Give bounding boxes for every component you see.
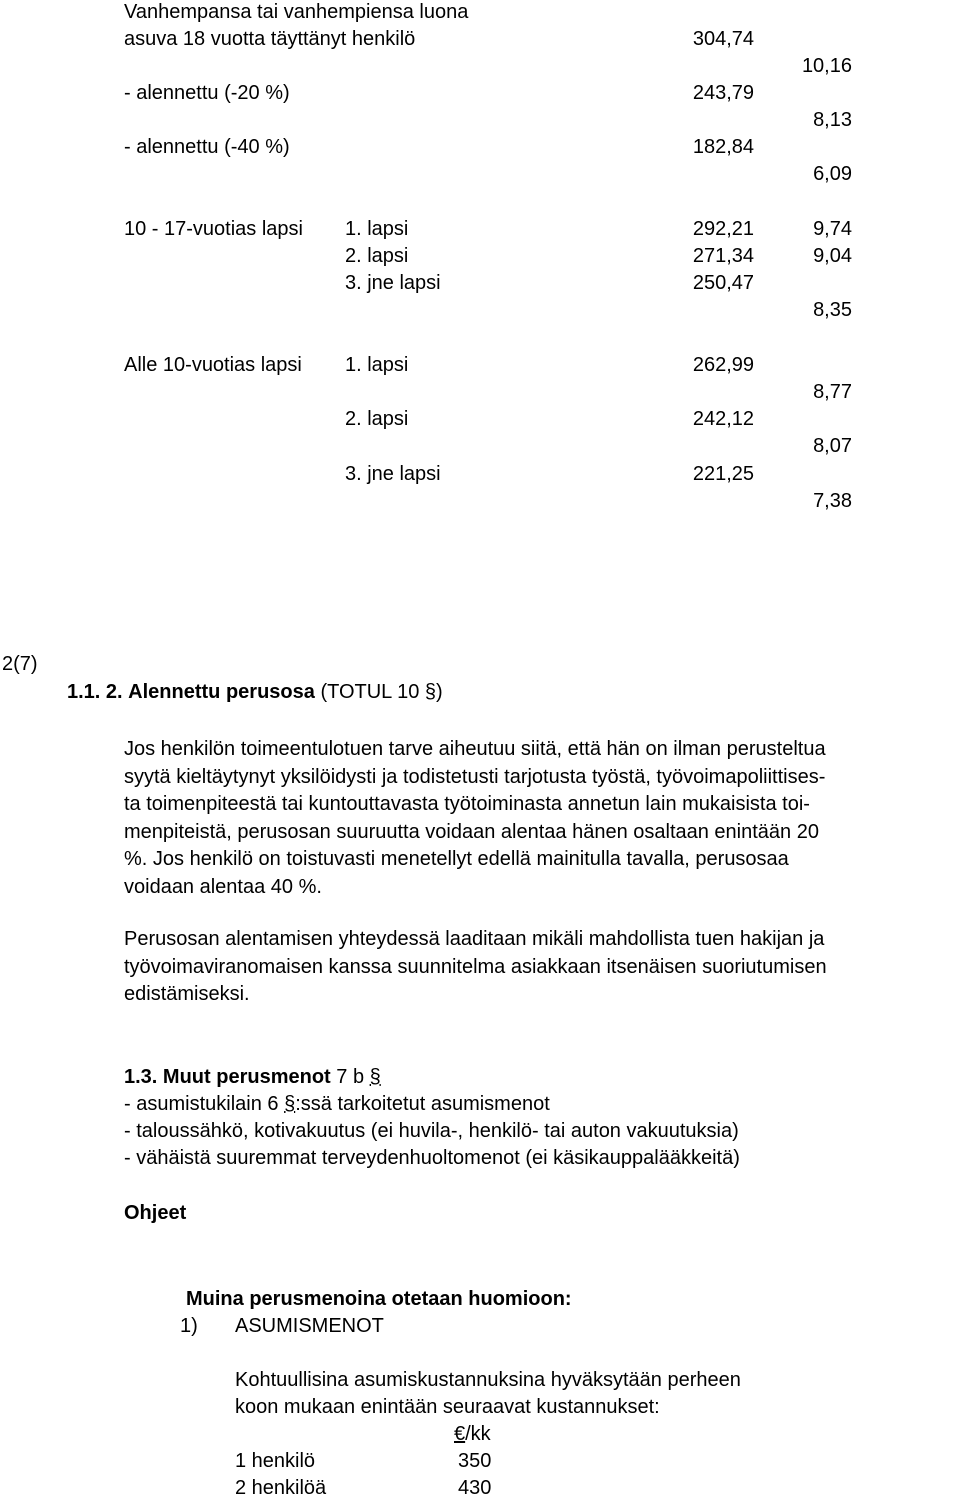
paragraph-line: ta toimenpiteestä tai kuntouttavasta työtoiminasta annetun lain mukaisista toi- [124,793,810,815]
paragraph-line: Perusosan alentamisen yhteydessä laaditaan mikäli mahdollista tuen hakijan ja [124,928,825,950]
child-ordinal: 2. lapsi [345,408,409,430]
teen-day-value: 9,04 [813,245,852,267]
child-day-value: 8,07 [813,435,852,457]
section-111-ref: (TOTUL 10 §) [320,681,443,703]
teen-ordinal: 2. lapsi [345,245,409,267]
ohjeet-text-line: koon mukaan enintään seuraavat kustannukset: [235,1396,660,1418]
section-13-ref: 7 b [336,1066,365,1088]
paragraph-line: voidaan alentaa 40 %. [124,875,322,898]
teen-ordinal: 3. jne lapsi [345,272,441,294]
section-13-item-symbol: § [284,1093,296,1115]
list-title: ASUMISMENOT [235,1315,384,1337]
section-13-item [124,1094,550,1114]
ohjeet-heading: Ohjeet [124,1202,187,1224]
cost-label: 2 henkilöä [235,1477,327,1499]
reduced40-day-value: 6,09 [813,163,852,185]
teen-month-value: 250,47 [692,272,754,294]
teen-ordinal: 1. lapsi [345,218,409,240]
section-111-paragraph-1 [124,736,954,901]
section-111-heading [67,682,443,702]
section-13-item-text: :ssä tarkoitetut asumismenot [295,1093,550,1115]
paragraph-line: syytä kieltäytynyt yksilöidysti ja todistetusti tarjotusta työstä, työvoimapoliittises- [124,765,826,788]
section-13-title: Muut perusmenot [162,1066,331,1088]
child-day-value: 7,38 [813,490,852,512]
section-13-item: - taloussähkö, kotivakuutus (ei huvila-, henkilö- tai auton vakuutuksia) [124,1120,739,1142]
cost-value: 350 [458,1450,492,1472]
page-number: 2(7) [2,653,38,675]
reduced40-month-value: 182,84 [692,136,754,158]
paragraph-line: menpiteistä, perusosan suuruutta voidaan alentaa hänen osaltaan enintään 20 [124,820,819,843]
reduced20-label: - alennettu (-20 %) [124,82,290,104]
section-13-ref-symbol: § [369,1066,381,1088]
reduced20-day-value: 8,13 [813,109,852,131]
euro-symbol: € [454,1423,466,1445]
cost-value: 430 [458,1477,492,1499]
cost-label: 1 henkilö [235,1450,316,1472]
teen-day-value: 9,74 [813,218,852,240]
child-day-value: 8,77 [813,381,852,403]
unit-text: /kk [465,1423,491,1445]
child-ordinal: 1. lapsi [345,354,409,376]
unit-header [454,1424,491,1444]
section-111-paragraph-2 [124,926,954,1009]
section-13-item: - vähäistä suuremmat terveydenhuoltomenot (ei käsikauppalääkkeitä) [124,1147,740,1169]
guardian-label-line2: asuva 18 vuotta täyttänyt henkilö [124,28,416,50]
paragraph-line: Jos henkilön toimeentulotuen tarve aiheutuu siitä, että hän on ilman perusteltua [124,738,826,760]
child-month-value: 242,12 [692,408,754,430]
section-13-number: 1.3. [124,1066,158,1088]
section-13-heading [124,1067,381,1087]
teen-month-value: 271,34 [692,245,754,267]
list-number: 1) [180,1315,198,1337]
teen-label: 10 - 17-vuotias lapsi [124,218,303,240]
ohjeet-subheading: Muina perusmenoina otetaan huomioon: [186,1288,572,1310]
paragraph-line: työvoimaviranomaisen kanssa suunnitelma asiakkaan itsenäisen suoriutumisen [124,955,827,978]
paragraph-line: edistämiseksi. [124,983,250,1005]
guardian-label-line1: Vanhempansa tai vanhempiensa luona [124,1,469,23]
reduced20-month-value: 243,79 [692,82,754,104]
teen-day-value: 8,35 [813,299,852,321]
child-label: Alle 10-vuotias lapsi [124,354,302,376]
ohjeet-text-line: Kohtuullisina asumiskustannuksina hyväksytään perheen [235,1369,741,1391]
paragraph-line: %. Jos henkilö on toistuvasti menetellyt edellä mainitulla tavalla, perusosaa [124,848,789,870]
child-ordinal: 3. jne lapsi [345,463,441,485]
section-111-number: 1.1. 2. [67,681,123,703]
guardian-month-value: 304,74 [692,28,754,50]
child-month-value: 262,99 [692,354,754,376]
section-13-item-text: - asumistukilain 6 [124,1093,279,1115]
teen-month-value: 292,21 [692,218,754,240]
section-111-title: Alennettu perusosa [128,681,315,703]
child-month-value: 221,25 [692,463,754,485]
guardian-day-value: 10,16 [801,55,852,77]
reduced40-label: - alennettu (-40 %) [124,136,290,158]
